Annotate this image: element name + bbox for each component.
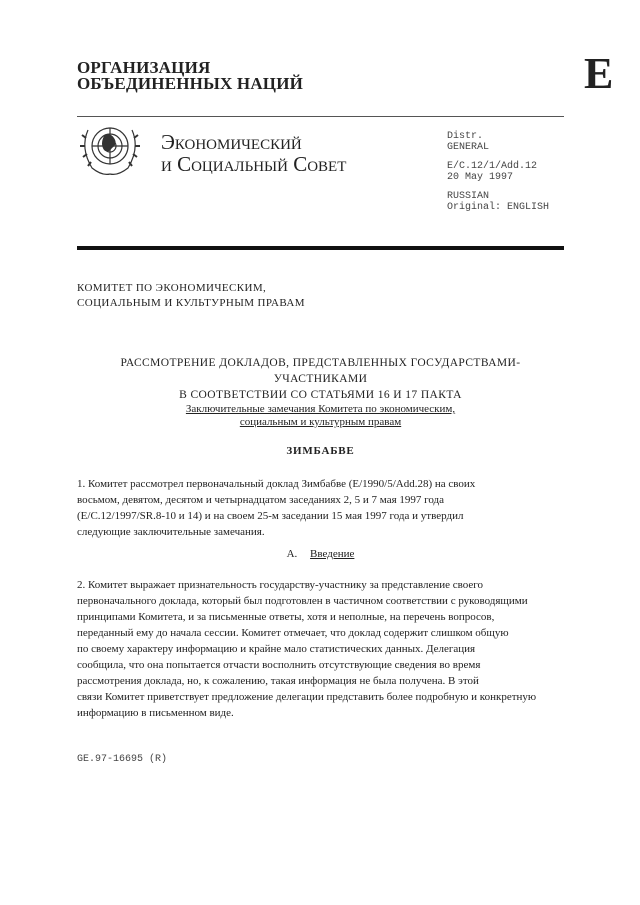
- document-subtitle: [77, 403, 564, 429]
- council-line: Экономический: [161, 130, 302, 154]
- original-language: Original: ENGLISH: [447, 202, 550, 213]
- committee-line: КОМИТЕТ ПО ЭКОНОМИЧЕСКИМ,: [77, 282, 267, 294]
- heading-line: РАССМОТРЕНИЕ ДОКЛАДОВ, ПРЕДСТАВЛЕННЫХ ГОСУДАРСТВАМИ-УЧАСТНИКАМИ: [120, 357, 521, 385]
- heading-line: В СООТВЕТСТВИИ СО СТАТЬЯМИ 16 И 17 ПАКТА: [179, 389, 462, 401]
- document-heading: [77, 355, 564, 403]
- council-name: [161, 131, 346, 175]
- distribution-value: GENERAL: [447, 142, 490, 153]
- paragraph-2: [77, 577, 567, 721]
- paragraph-1: [77, 476, 567, 540]
- text-line: 1. Комитет рассмотрел первоначальный доклад Зимбабве (E/1990/5/Add.28) на своих: [77, 478, 476, 490]
- text-line: 2. Комитет выражает признательность государству-участнику за представление своего: [77, 579, 483, 591]
- footer-job-number: GE.97-16695 (R): [77, 754, 168, 765]
- country-heading: ЗИМБАБВЕ: [286, 445, 355, 457]
- document-date: 20 May 1997: [447, 172, 514, 183]
- language-letter: E: [584, 49, 614, 98]
- section-letter: A.: [286, 548, 298, 560]
- text-line: восьмом, девятом, десятом и четырнадцатом заседаниях 2, 5 и 7 мая 1997 года: [77, 494, 445, 506]
- text-line: информацию в письменном виде.: [77, 707, 234, 719]
- document-info: [447, 131, 549, 213]
- divider-thin: [77, 116, 564, 117]
- document-symbol: E/C.12/1/Add.12: [447, 161, 538, 172]
- text-line: рассмотрения доклада, но, к сожалению, такая информация не была получена. В этой: [77, 675, 479, 687]
- text-line: по своему характеру информацию и крайне мало статистических данных. Делегация: [77, 643, 476, 655]
- text-line: переданный ему до начала сессии. Комитет отмечает, что доклад содержит слишком общую: [77, 627, 509, 639]
- council-line: и Социальный Совет: [161, 152, 347, 176]
- un-emblem-icon: [78, 118, 142, 178]
- divider-thick: [77, 246, 564, 250]
- org-line: ОРГАНИЗАЦИЯ: [77, 58, 211, 77]
- subtitle-line: социальным и культурным правам: [239, 416, 402, 428]
- distribution-label: Distr.: [447, 131, 484, 142]
- section-heading: [77, 548, 564, 560]
- section-title: Введение: [310, 548, 355, 560]
- text-line: связи Комитет приветствует предложение делегации представить более подробную и конкретную: [77, 691, 537, 703]
- committee-line: СОЦИАЛЬНЫМ И КУЛЬТУРНЫМ ПРАВАМ: [77, 297, 305, 309]
- committee-name: [77, 281, 305, 311]
- text-line: (E/C.12/1997/SR.8-10 и 14) и на своем 25-м заседании 15 мая 1997 года и утвердил: [77, 510, 464, 522]
- organization-name: [77, 60, 303, 92]
- text-line: принципами Комитета, и за письменные ответы, хотя и неполные, на перечень вопросов,: [77, 611, 495, 623]
- text-line: сообщила, что она попытается отчасти восполнить отсутствующие сведения во время: [77, 659, 481, 671]
- document-language: RUSSIAN: [447, 191, 490, 202]
- org-line: ОБЪЕДИНЕННЫХ НАЦИЙ: [77, 74, 304, 93]
- text-line: следующие заключительные замечания.: [77, 526, 265, 538]
- subtitle-line: Заключительные замечания Комитета по экономическим,: [185, 403, 456, 415]
- text-line: первоначального доклада, который был подготовлен в частичном соответствии с руководящими: [77, 595, 528, 607]
